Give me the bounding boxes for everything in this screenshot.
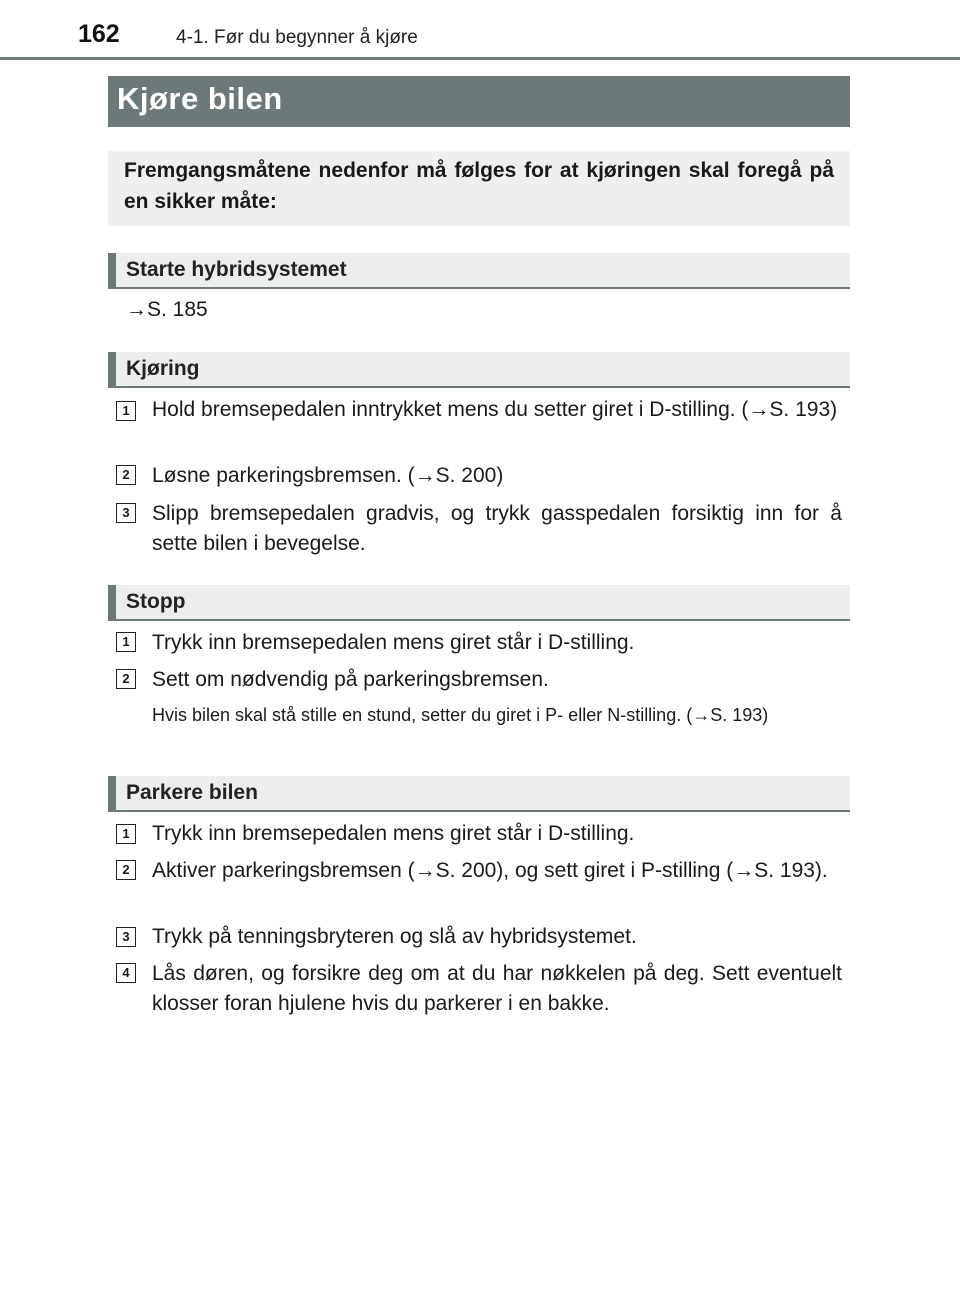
step-text: Trykk på tenningsbryteren og slå av hybridsystemet.: [152, 925, 637, 948]
section-heading-driving: [108, 352, 850, 388]
step-number-badge: 3: [116, 927, 136, 947]
step-number-badge: 1: [116, 401, 136, 421]
page-header: [0, 0, 960, 62]
step-text: Løsne parkeringsbremsen. (→S. 200): [152, 464, 504, 487]
step-number-badge: 2: [116, 860, 136, 880]
page-number: 162: [78, 20, 120, 48]
section-heading-label: Stopp: [126, 590, 186, 613]
step-text: Aktiver parkeringsbremsen (→S. 200), og sett giret i P-stilling (→S. 193).: [152, 859, 828, 882]
step-text: Lås døren, og forsikre deg om at du har nøkkelen på deg. Sett eventuelt klosser foran hjulene hvis du parkerer i en bakke.: [152, 962, 842, 1015]
page-title-bar: [108, 76, 850, 127]
step-number-badge: 2: [116, 465, 136, 485]
running-title: 4-1. Før du begynner å kjøre: [176, 27, 418, 48]
intro-box: Fremgangsmåtene nedenfor må følges for at kjøringen skal foregå på en sikker måte:: [108, 151, 850, 226]
section-heading-start: [108, 253, 850, 289]
step-text: Trykk inn bremsepedalen mens giret står i D-stilling.: [152, 631, 635, 654]
header-rule: [0, 57, 960, 60]
step-number-badge: 3: [116, 503, 136, 523]
section-heading-label: Kjøring: [126, 357, 200, 380]
section-heading-stop: [108, 585, 850, 621]
step-number-badge: 1: [116, 824, 136, 844]
note-text: Hvis bilen skal stå stille en stund, setter du giret i P- eller N-stilling. (→S. 193): [152, 705, 769, 725]
step-text: Slipp bremsepedalen gradvis, og trykk gasspedalen forsiktig inn for å sette bilen i bevegelse.: [152, 502, 842, 555]
section-heading-park: [108, 776, 850, 812]
section-heading-label: Parkere bilen: [126, 781, 258, 804]
page-title: Kjøre bilen: [117, 81, 283, 116]
step-number-badge: 2: [116, 669, 136, 689]
page-reference-link[interactable]: →S. 185: [126, 298, 208, 321]
step-text: Sett om nødvendig på parkeringsbremsen.: [152, 668, 549, 691]
step-text: Hold bremsepedalen inntrykket mens du setter giret i D-stilling. (→S. 193): [152, 398, 838, 421]
step-number-badge: 4: [116, 963, 136, 983]
step-number-badge: 1: [116, 632, 136, 652]
section-heading-label: Starte hybridsystemet: [126, 258, 347, 281]
step-text: Trykk inn bremsepedalen mens giret står i D-stilling.: [152, 822, 635, 845]
